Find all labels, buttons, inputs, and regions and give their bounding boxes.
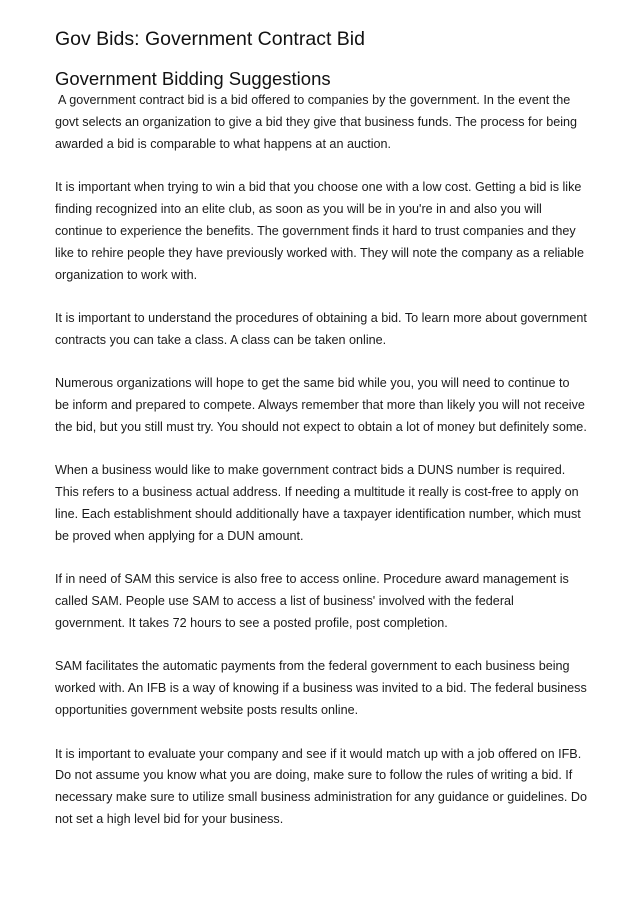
section-heading: Government Bidding Suggestions	[55, 68, 331, 89]
paragraph-procedures: It is important to understand the procedures of obtaining a bid. To learn more about government contracts you can take a class. A class can be taken online.	[55, 311, 587, 347]
page-title: Gov Bids: Government Contract Bid	[55, 28, 365, 50]
paragraph-low-cost: It is important when trying to win a bid that you choose one with a low cost. Getting a bid is like finding recognized into an elite club, as soon as you will be in you're in and also you will continue to experience the benefits. The government finds it hard to trust companies and they like to rehire people they have previously worked with. They will note the company as a reliable organization to work with.	[55, 180, 584, 282]
paragraph-evaluate: It is important to evaluate your company and see if it would match up with a job offered on IFB. Do not assume you know what you are doing, make sure to follow the rules of writing a bid. If necessary make sure to utilize small business administration for any guidance or guidelines. Do not set a high level bid for your business.	[55, 746, 587, 827]
paragraph-intro: A government contract bid is a bid offered to companies by the government. In the event the govt selects an organization to give a bid they give that business funds. The process for being awarded a bid is comparable to what happens at an auction.	[55, 93, 578, 151]
paragraph-ifb: SAM facilitates the automatic payments from the federal government to each business being worked with. An IFB is a way of knowing if a business was invited to a bid. The federal business opportunities government website posts results online.	[55, 659, 587, 718]
paragraph-sam: If in need of SAM this service is also free to access online. Procedure award management is called SAM. People use SAM to access a list of business' involved with the federal government. It takes 72 hours to see a posted profile, post completion.	[55, 572, 569, 631]
document-body	[55, 27, 587, 853]
paragraph-competition: Numerous organizations will hope to get the same bid while you, you will need to continue to be inform and prepared to compete. Always remember that more than likely you will not receive the bid, but you still must try. You should not expect to obtain a lot of money but definitely some.	[55, 376, 587, 435]
paragraph-duns: When a business would like to make government contract bids a DUNS number is required. This refers to a business actual address. If needing a multitude it really is cost-free to apply on line. Each establishment should additionally have a taxpayer identification number, which must be proved when applying for a DUN amount.	[55, 463, 581, 544]
